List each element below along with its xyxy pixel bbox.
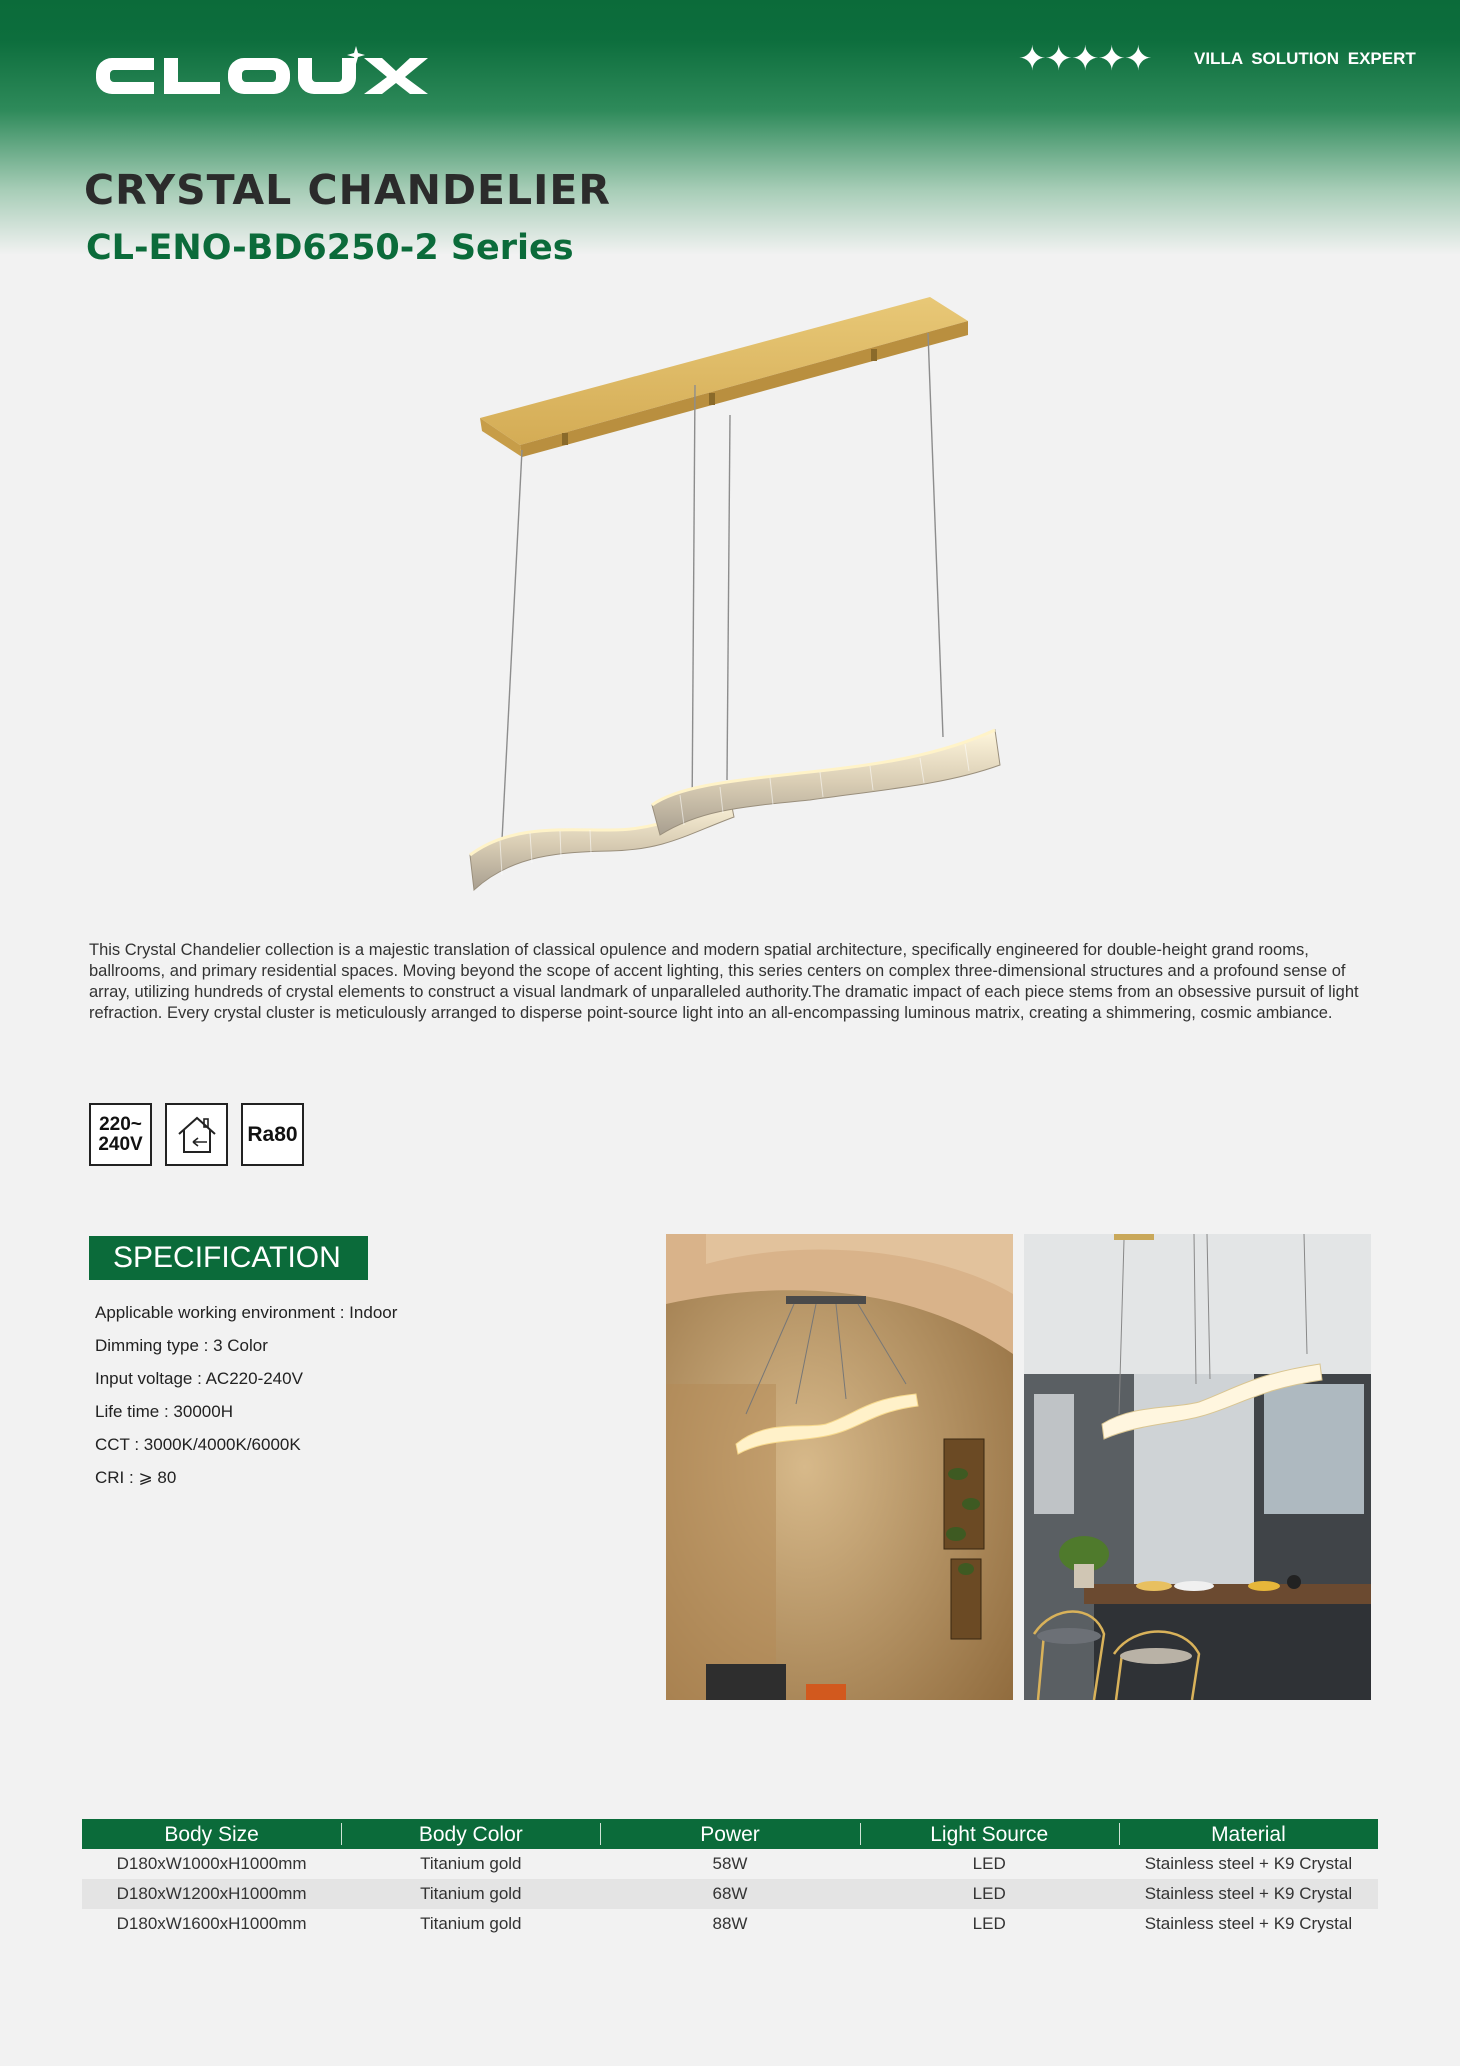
table-cell: D180xW1200xH1000mm [116,1884,307,1903]
table-header-cell: Light Source [860,1819,1119,1849]
voltage-badge [89,1103,152,1166]
product-title: CRYSTAL CHANDELIER [84,166,611,214]
spec-item: Dimming type : 3 Color [95,1336,268,1355]
table-cell: 68W [712,1884,748,1903]
voltage-badge-line2: 240V [98,1133,143,1155]
table-header [82,1819,1378,1849]
indoor-badge [165,1103,228,1166]
specification-heading: SPECIFICATION [89,1236,368,1280]
chandelier-product-image [440,285,1020,905]
table-header-cell: Body Size [164,1823,259,1846]
product-description: This Crystal Chandelier collection is a majestic translation of classical opulence and modern spatial architecture, specifically engineered for double-height grand rooms, ballrooms, and primary residential spaces. Moving beyond the scope of accent lighting, this series centers on complex three-dimensional structures and a profound sense of array, utilizing hundreds of crystal elements to construct a visual landmark of unparalleled authority.The dramatic impact of each piece stems from an obsessive pursuit of light refraction. Every crystal cluster is meticulously arranged to disperse point-source light into an all-encompassing luminous matrix, creating a shimmering, cosmic ambiance. [89,941,1359,1022]
spec-item: Applicable working environment : Indoor [95,1303,398,1322]
spec-item: CRI : ⩾ 80 [95,1468,177,1487]
table-row [82,1879,1378,1909]
table-cell: LED [972,1914,1006,1933]
tagline: VILLA SOLUTION EXPERT [1194,49,1416,68]
table-header-cell: Power [600,1819,859,1849]
table-header-cell: Material [1119,1819,1378,1849]
table-cell: Stainless steel + K9 Crystal [1144,1854,1353,1873]
table-cell: Titanium gold [420,1854,522,1873]
table-cell: Titanium gold [420,1914,522,1933]
installation-photo-warm-room [666,1234,1013,1700]
voltage-badge-line1: 220~ [99,1113,142,1135]
cloux-logo [84,44,434,104]
table-cell: Titanium gold [420,1884,522,1903]
table-header-cell: Body Color [341,1819,600,1849]
table-cell: D180xW1000xH1000mm [116,1854,307,1873]
spec-item: Input voltage : AC220-240V [95,1369,303,1388]
feature-badges [89,1103,304,1166]
header-band [0,0,1460,260]
table-cell: Stainless steel + K9 Crystal [1144,1884,1353,1903]
specification-list [95,1302,397,1500]
product-variants-table [82,1819,1378,1939]
table-cell: LED [972,1854,1006,1873]
rating-stars: ✦✦✦✦✦ [1018,39,1151,79]
spec-item: Life time : 30000H [95,1402,233,1421]
installation-photo-kitchen [1024,1234,1371,1700]
house-icon [173,1112,221,1158]
spec-item: CCT : 3000K/4000K/6000K [95,1435,301,1454]
table-row [82,1909,1378,1939]
table-cell: 58W [712,1854,748,1873]
cri-badge: Ra80 [241,1103,304,1166]
table-cell: 88W [712,1914,748,1933]
table-cell: Stainless steel + K9 Crystal [1144,1914,1353,1933]
table-cell: LED [972,1884,1006,1903]
product-series: CL-ENO-BD6250-2 Series [86,228,574,268]
table-row [82,1849,1378,1879]
table-cell: D180xW1600xH1000mm [116,1914,307,1933]
